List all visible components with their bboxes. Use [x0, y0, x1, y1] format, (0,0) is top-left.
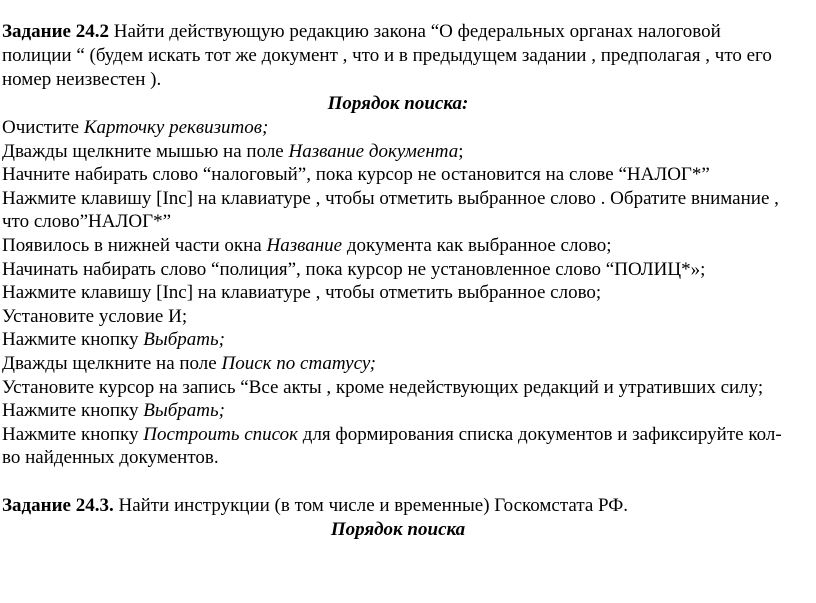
- step-text: Дважды щелкните на поле: [2, 352, 222, 374]
- paragraph-spacer: [2, 470, 794, 494]
- step-tail: для формирования списка документов и зафиксируйте кол-во найденных документов.: [2, 423, 782, 469]
- step-item: [2, 281, 794, 305]
- step-item: [2, 399, 794, 423]
- step-text: Нажмите клавишу [Inc] на клавиатуре , чтобы отметить выбранное слово;: [2, 282, 602, 304]
- search-procedure-heading: Порядок поиска:: [327, 93, 469, 114]
- step-text: Нажмите кнопку: [2, 329, 144, 351]
- step-term: Выбрать;: [143, 329, 225, 351]
- task-24-3-text: Найти инструкции (в том числе и временные) Госкомстата РФ.: [113, 494, 629, 516]
- step-term: Построить список: [143, 423, 299, 445]
- task-24-2-paragraph: [2, 20, 794, 92]
- step-term: Выбрать;: [143, 400, 225, 422]
- task-24-3-label: Задание 24.3.: [2, 494, 114, 516]
- step-text: Нажмите клавишу [Inc] на клавиатуре , чтобы отметить выбранное слово . Обратите внимание , что слово”НАЛОГ*”: [2, 187, 779, 233]
- step-item: [2, 376, 794, 400]
- step-tail: документа как выбранное слово;: [346, 234, 612, 256]
- search-procedure-heading-2: Порядок поиска: [330, 518, 466, 540]
- step-item: [2, 140, 794, 164]
- step-item: [2, 116, 794, 140]
- task-24-2-label: Задание 24.2: [2, 21, 109, 42]
- step-item: [2, 305, 794, 329]
- step-item: [2, 258, 794, 282]
- step-text: Начните набирать слово “налоговый”, пока курсор не остановится на слове “НАЛОГ*”: [2, 164, 710, 186]
- step-item: [2, 328, 794, 352]
- step-tail: ;: [458, 140, 464, 162]
- step-item: [2, 234, 794, 258]
- step-text: Установите условие И;: [2, 305, 188, 327]
- step-term: Название документа: [288, 140, 459, 162]
- step-item: [2, 352, 794, 376]
- step-term: Название: [266, 234, 347, 256]
- step-text: Нажмите кнопку: [2, 400, 144, 422]
- step-item: [2, 423, 794, 470]
- step-text: Начинать набирать слово “полиция”, пока курсор не установленное слово “ПОЛИЦ*»;: [2, 258, 706, 280]
- step-text: Установите курсор на запись “Все акты , кроме недействующих редакций и утративших силу;: [2, 376, 764, 398]
- search-steps-list: [2, 116, 794, 470]
- step-item: [2, 187, 794, 234]
- step-term: Поиск по статусу;: [221, 352, 376, 374]
- step-item: [2, 163, 794, 187]
- task-24-2-text: Найти действующую редакцию закона “О федеральных органах налоговой полиции “ (будем искать тот же документ , что и в предыдущем задании , предполагая , что его номер неизвестен ).: [2, 21, 772, 90]
- step-text: Дважды щелкните мышью на поле: [2, 140, 289, 162]
- step-term: Карточку реквизитов;: [83, 117, 269, 138]
- step-text: Нажмите кнопку: [2, 423, 144, 445]
- step-text: Появилось в нижней части окна: [2, 234, 267, 256]
- step-text: Очистите: [2, 117, 84, 138]
- task-24-3-paragraph: [2, 494, 794, 518]
